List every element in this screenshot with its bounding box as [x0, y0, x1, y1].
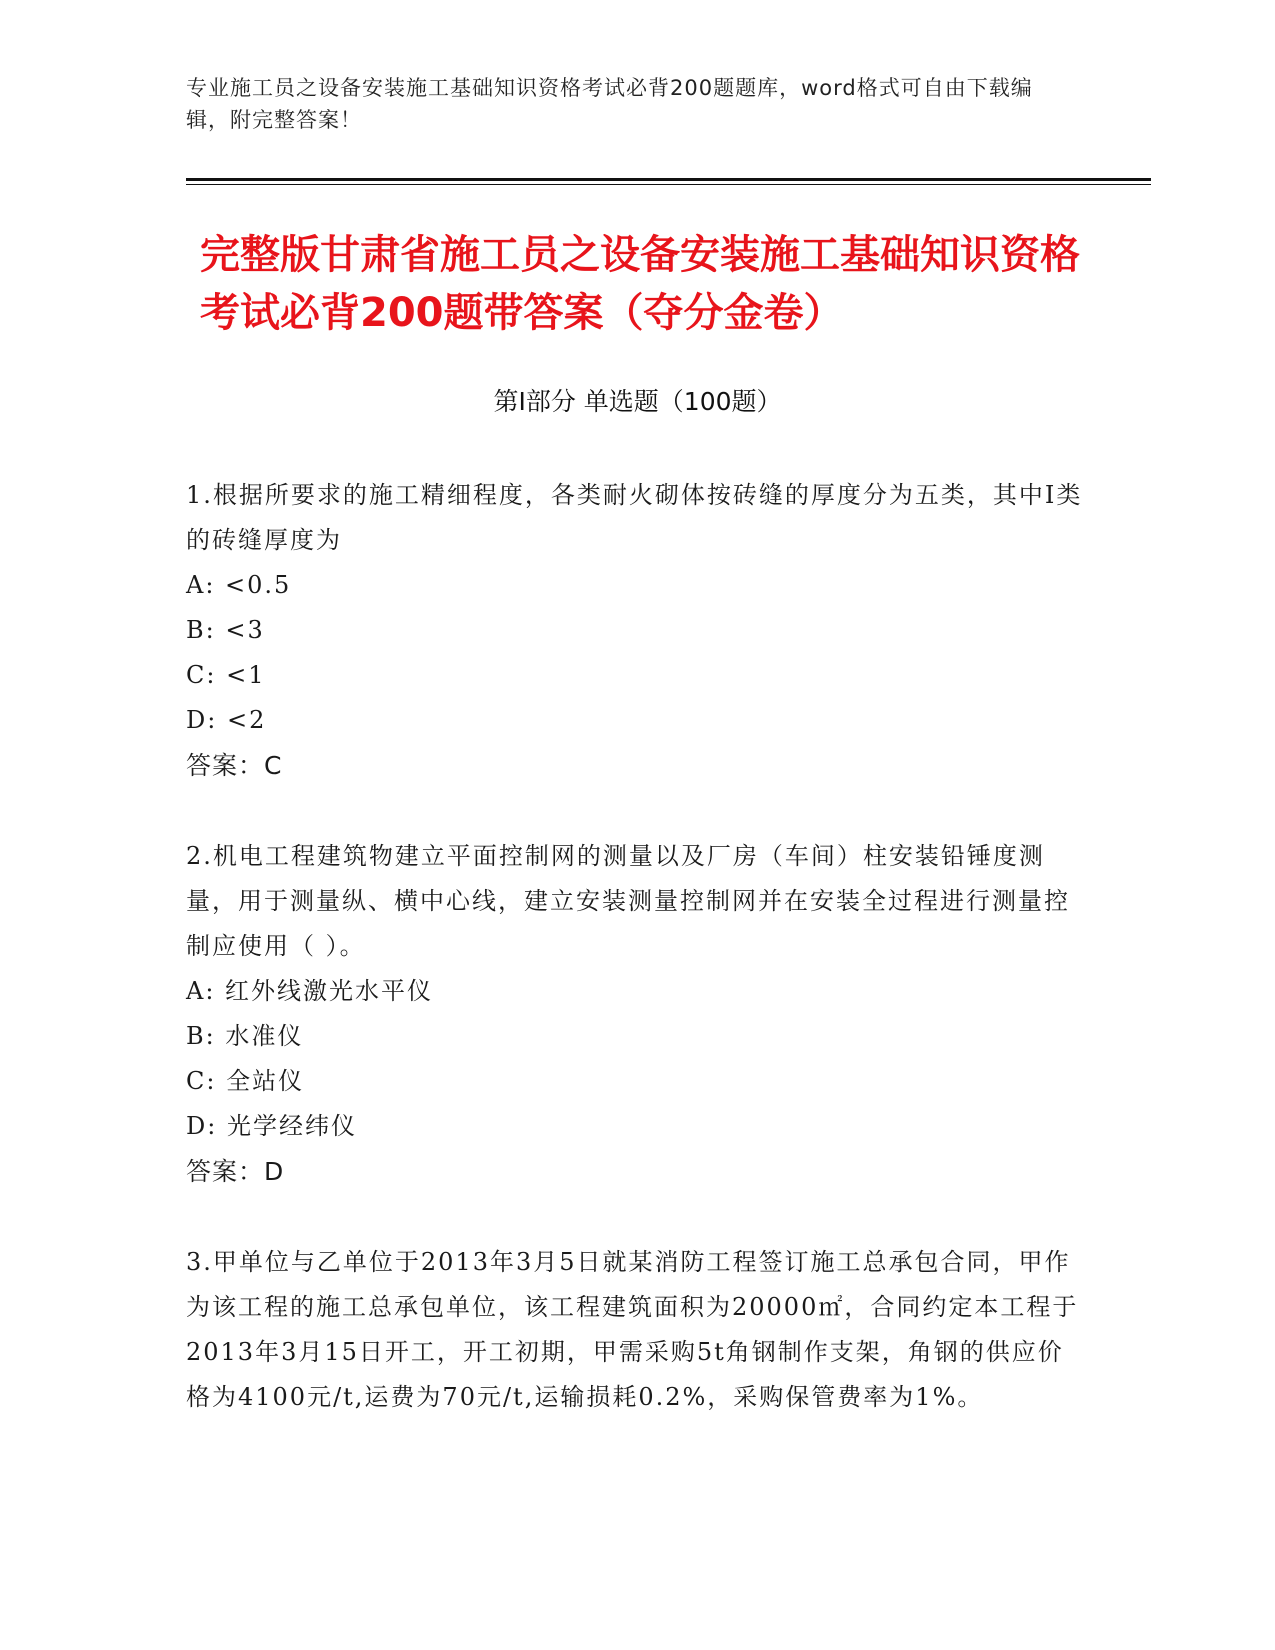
- answer: 答案：D: [186, 1157, 285, 1186]
- answer: 答案：C: [186, 751, 283, 780]
- header-divider-thick: [186, 178, 1151, 181]
- option-b: B: 水准仪: [186, 1022, 304, 1050]
- question-3: [186, 1240, 1086, 1420]
- question-stem: 3.甲单位与乙单位于2013年3月5日就某消防工程签订施工总承包合同，甲作为该工程的施工总承包单位，该工程建筑面积为20000㎡，合同约定本工程于2013年3月15日开工，开工初期，甲需采购5t角钢制作支架，角钢的供应价格为4100元/t,运费为70元/t,运输损耗0.2%，采购保管费率为1%。: [186, 1248, 1079, 1411]
- option-d: D: 光学经纬仪: [186, 1112, 357, 1140]
- document-title: 完整版甘肃省施工员之设备安装施工基础知识资格考试必背200题带答案（夺分金卷）: [200, 232, 1080, 336]
- option-a: A: <0.5: [186, 571, 292, 599]
- question-stem: 1.根据所要求的施工精细程度，各类耐火砌体按砖缝的厚度分为五类，其中Ⅰ类的砖缝厚度为: [186, 481, 1083, 554]
- header-note: 专业施工员之设备安装施工基础知识资格考试必背200题题库，word格式可自由下载编辑，附完整答案！: [186, 76, 1033, 132]
- header-divider-thin: [186, 184, 1151, 185]
- option-a: A: 红外线激光水平仪: [186, 977, 434, 1005]
- question-1: [186, 473, 1086, 788]
- option-c: C: <1: [186, 661, 266, 689]
- question-2: [186, 834, 1086, 1194]
- question-stem: 2.机电工程建筑物建立平面控制网的测量以及厂房（车间）柱安装铅锤度测量，用于测量纵、横中心线，建立安装测量控制网并在安装全过程进行测量控制应使用（ ）。: [186, 842, 1070, 960]
- option-c: C: 全站仪: [186, 1067, 305, 1095]
- option-d: D: <2: [186, 706, 267, 734]
- option-b: B: <3: [186, 616, 265, 644]
- section-title: 第Ⅰ部分 单选题（100题）: [493, 387, 782, 416]
